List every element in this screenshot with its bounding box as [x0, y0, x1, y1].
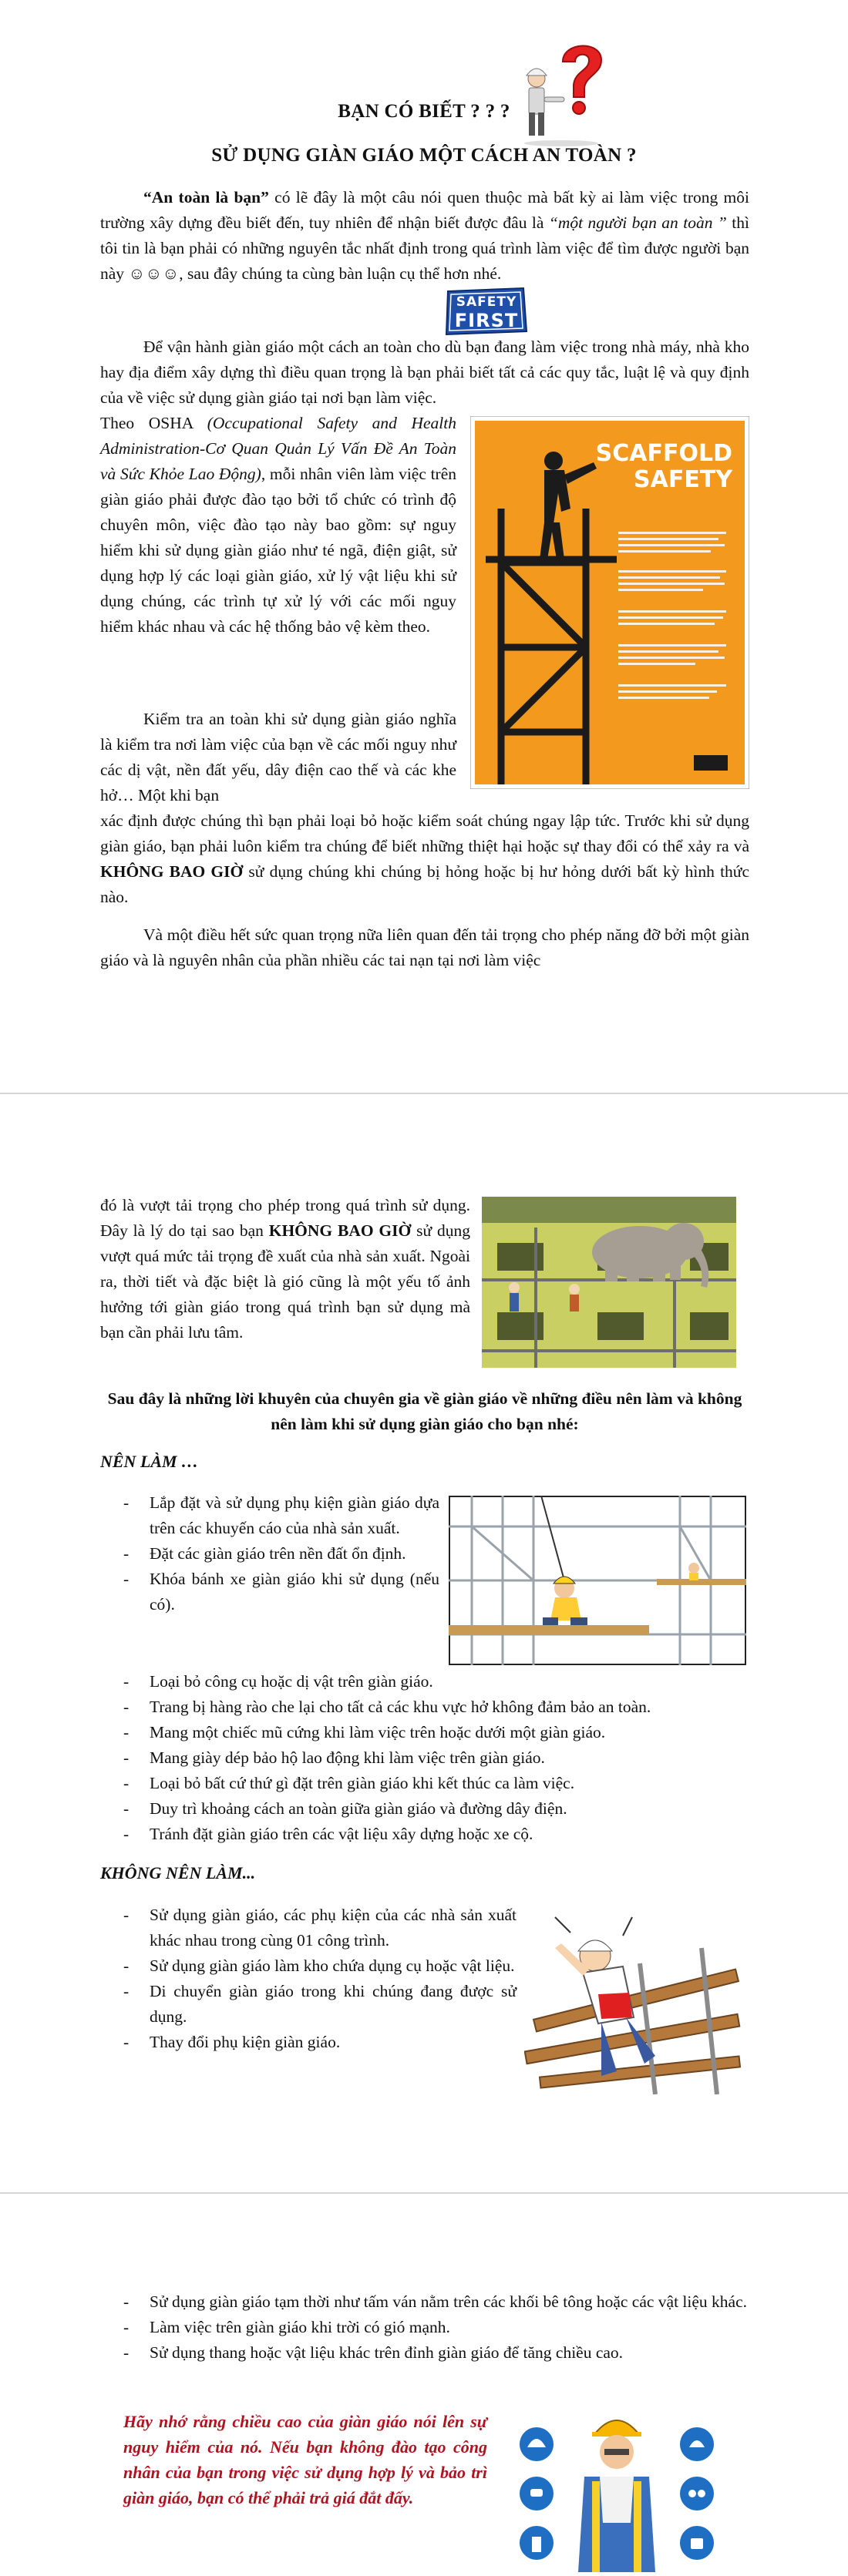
list-item: - Đặt các giàn giáo trên nền đất ổn định.: [123, 1541, 439, 1567]
safety-first-line1: SAFETY: [456, 294, 517, 310]
list-item: - Tránh đặt giàn giáo trên các vật liệu xây dựng hoặc xe cộ.: [123, 1822, 749, 1847]
inspection-paragraph-bottom: xác định được chúng thì bạn phải loại bỏ hoặc kiểm soát chúng ngay lập tức. Trước khi sử dụng giàn giáo, bạn phải luôn kiểm tra chúng để biết những thiệt hại hoặc sự thay đổi có thể xảy ra và KHÔNG BAO GIỜ sử dụng chúng khi chúng bị hỏng hoặc bị hư hỏng dưới bất kỳ hình thức nào.: [100, 811, 749, 906]
load-paragraph: Và một điều hết sức quan trọng nữa liên quan đến tải trọng cho phép năng đỡ bởi một giàn giáo và là nguyên nhân của phần nhiều các tai nạn tại nơi làm việc: [100, 925, 749, 969]
list-item: - Di chuyển giàn giáo trong khi chúng đang được sử dụng.: [123, 1979, 517, 2030]
list-item: - Trang bị hàng rào che lại cho tất cả các khu vực hở không đảm bảo an toàn.: [123, 1694, 749, 1720]
list-item: - Mang một chiếc mũ cứng khi làm việc trên hoặc dưới một giàn giáo.: [123, 1720, 749, 1745]
list-item: - Mang giày dép bảo hộ lao động khi làm việc trên giàn giáo.: [123, 1745, 749, 1771]
do-list-part2: [123, 1669, 749, 1847]
ppe-worker-illustration: [509, 2407, 725, 2572]
scaffold-workers-illustration: [449, 1496, 746, 1665]
intro-paragraph: “An toàn là bạn” có lẽ đây là một câu nói quen thuộc mà bất kỳ ai làm việc trong môi trường xây dựng đều biết đến, tuy nhiên để nhận biết được đâu là “một người bạn an toàn ” thì tôi tin là bạn phải có những nguyên tắc nhất định trong quá trình làm việc để tìm được người bạn này ☺☺☺, sau đây chúng ta cùng bàn luận cụ thể hơn nhé.: [100, 188, 749, 283]
dont-heading: KHÔNG NÊN LÀM...: [100, 1863, 256, 1882]
inspection-paragraph-top: Kiểm tra an toàn khi sử dụng giàn giáo nghĩa là kiểm tra nơi làm việc của bạn về các mối nguy như các dị vật, nền đất yếu, dây điện cao thế và các khe hở… Một khi bạn: [100, 710, 456, 804]
closing-warning: Hãy nhớ rằng chiều cao của giàn giáo nói lên sự nguy hiểm của nó. Nếu bạn không đào tạo công nhân của bạn trong việc sử dụng hợp lý và bảo trì giàn giáo, bạn có thể phải trả giá đắt đấy.: [123, 2412, 487, 2507]
falling-worker-cartoon: [524, 1902, 748, 2094]
list-item: - Làm việc trên giàn giáo khi trời có gió mạnh.: [123, 2315, 749, 2340]
poster-title-line2: SAFETY: [634, 466, 732, 493]
question-mascot-icon: [515, 31, 609, 146]
safety-first-line2: FIRST: [454, 310, 519, 331]
list-item: - Duy trì khoảng cách an toàn giữa giàn giáo và đường dây điện.: [123, 1796, 749, 1822]
list-item: - Loại bỏ công cụ hoặc dị vật trên giàn giáo.: [123, 1669, 749, 1694]
intro-bold: “An toàn là bạn”: [143, 188, 269, 207]
dont-list-continued: [123, 2289, 749, 2366]
osha-paragraph-top: Để vận hành giàn giáo một cách an toàn cho dù bạn đang làm việc trong nhà máy, nhà kho hay địa điểm xây dựng thì điều quan trọng là bạn phải biết tất cả các quy tắc, luật lệ và quy định của về việc sử dụng giàn giáo tại nơi bạn làm việc.: [100, 338, 749, 407]
list-item: - Sử dụng thang hoặc vật liệu khác trên đỉnh giàn giáo để tăng chiều cao.: [123, 2340, 749, 2366]
elephant-scaffold-photo: [482, 1197, 736, 1368]
list-item: - Thay đổi phụ kiện giàn giáo.: [123, 2030, 517, 2055]
page-separator-2: [0, 2192, 848, 2194]
dont-list: [123, 1903, 517, 2055]
list-item: - Lắp đặt và sử dụng phụ kiện giàn giáo dựa trên các khuyến cáo của nhà sản xuất.: [123, 1490, 439, 1541]
page-title-line1: BẠN CÓ BIẾT ? ? ?: [338, 101, 510, 122]
list-item: - Sử dụng giàn giáo tạm thời như tấm ván nằm trên các khối bê tông hoặc các vật liệu khác.: [123, 2289, 749, 2315]
poster-title-line1: SCAFFOLD: [595, 440, 732, 467]
osha-paragraph-body: Theo OSHA (Occupational Safety and Health Administration-Cơ Quan Quản Lý Vấn Đề An Toàn và Sức Khỏe Lao Động), mỗi nhân viên làm việc trên giàn giáo phải được đào tạo bởi tổ chức có trình độ chuyên môn, việc đào tạo này bao gồm: sự nguy hiểm khi sử dụng giàn giáo như té ngã, điện giật, sử dụng hợp lý các loại giàn giáo, xử lý vật liệu khi sử dụng chúng, các trình tự xử lý với các mối nguy hiểm khác nhau và các hệ thống bảo vệ kèm theo.: [100, 414, 456, 636]
page-separator-1: [0, 1093, 848, 1094]
overload-paragraph: đó là vượt tải trọng cho phép trong quá trình sử dụng. Đây là lý do tại sao bạn KHÔNG BAO GIỜ sử dụng vượt quá mức tải trọng đề xuất của nhà sản xuất. Ngoài ra, thời tiết và đặc biệt là gió cũng là một yếu tố ảnh hưởng tới giàn giáo trong quá trình bạn sử dụng mà bạn cần phải lưu tâm.: [100, 1196, 470, 1342]
list-item: - Sử dụng giàn giáo làm kho chứa dụng cụ hoặc vật liệu.: [123, 1953, 517, 1979]
safety-first-badge: [443, 287, 530, 336]
list-item: - Loại bỏ bất cứ thứ gì đặt trên giàn giáo khi kết thúc ca làm việc.: [123, 1771, 749, 1796]
list-item: - Khóa bánh xe giàn giáo khi sử dụng (nếu có).: [123, 1567, 439, 1617]
do-heading: NÊN LÀM …: [100, 1452, 199, 1471]
list-item: - Sử dụng giàn giáo, các phụ kiện của các nhà sản xuất khác nhau trong cùng 01 công trình.: [123, 1903, 517, 1953]
advice-heading: Sau đây là những lời khuyên của chuyên gia về giàn giáo về những điều nên làm và không nên làm khi sử dụng giàn giáo cho bạn nhé:: [107, 1389, 742, 1433]
page-title-line2: SỬ DỤNG GIÀN GIÁO MỘT CÁCH AN TOÀN ?: [211, 145, 637, 166]
do-list-part1: [123, 1490, 439, 1617]
scaffold-safety-poster: [470, 416, 749, 789]
